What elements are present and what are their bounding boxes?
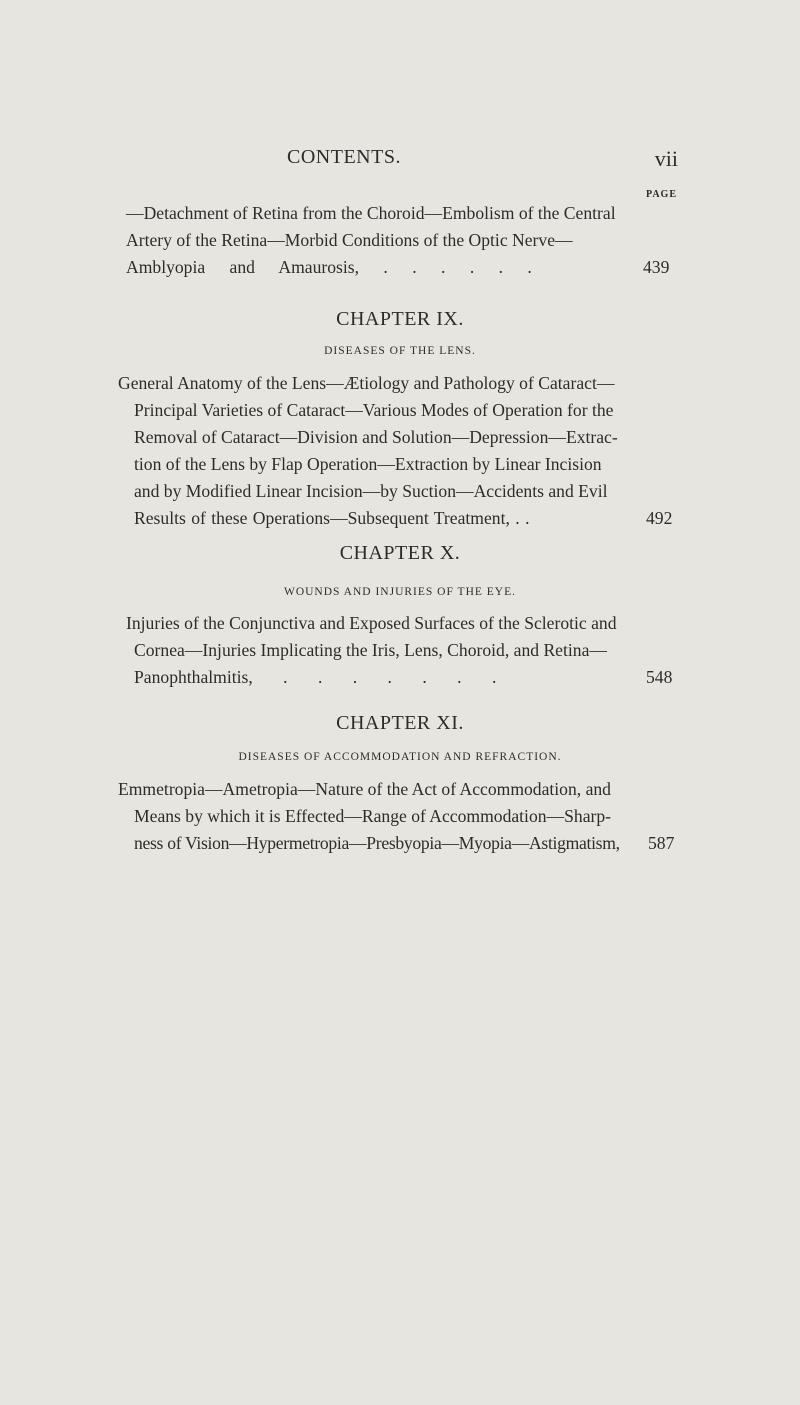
chapter-title: CHAPTER IX. — [336, 308, 464, 330]
entry-line: tion of the Lens by Flap Operation—Extraction by Linear Incision — [134, 454, 602, 474]
chapter-subtitle: DISEASES OF THE LENS. — [324, 345, 476, 357]
page-folio: vii — [654, 146, 678, 171]
entry-line: Removal of Cataract—Division and Solution—Depression—Extrac- — [134, 427, 618, 447]
entry-line: General Anatomy of the Lens—Ætiology and Pathology of Cataract— — [118, 373, 615, 393]
entry-page-number: 439 — [643, 257, 670, 277]
entry-line: Artery of the Retina—Morbid Conditions of the Optic Nerve— — [126, 230, 573, 250]
entry-page-number: 587 — [648, 833, 675, 853]
entry-line: and by Modified Linear Incision—by Suction—Accidents and Evil — [134, 481, 608, 501]
running-head: CONTENTS. — [287, 146, 401, 168]
entry-line: Results of these Operations—Subsequent Treatment, . . — [134, 508, 530, 528]
entry-line: Emmetropia—Ametropia—Nature of the Act of Accommodation, and — [118, 779, 611, 799]
entry-line: Amblyopia and Amaurosis, . . . . . . — [126, 257, 532, 277]
entry-line: Cornea—Injuries Implicating the Iris, Lens, Choroid, and Retina— — [134, 640, 607, 660]
chapter-subtitle: WOUNDS AND INJURIES OF THE EYE. — [283, 586, 517, 598]
chapter-title: CHAPTER X. — [339, 542, 461, 564]
entry-page-number: 492 — [646, 508, 673, 528]
page-column-label: PAGE — [645, 189, 677, 200]
entry-page-number: 548 — [646, 667, 673, 687]
entry-line: Panophthalmitis, . . . . . . . — [134, 667, 497, 687]
entry-line: Means by which it is Effected—Range of Accommodation—Sharp- — [134, 806, 612, 826]
chapter-title: CHAPTER XI. — [336, 712, 464, 734]
entry-line: ness of Vision—Hypermetropia—Presbyopia—Myopia—Astigmatism, — [134, 833, 620, 853]
entry-line: —Detachment of Retina from the Choroid—Embolism of the Central — [126, 203, 616, 223]
entry-line: Principal Varieties of Cataract—Various Modes of Operation for the — [134, 400, 614, 420]
entry-line: Injuries of the Conjunctiva and Exposed Surfaces of the Sclerotic and — [126, 613, 617, 633]
chapter-subtitle: DISEASES OF ACCOMMODATION AND REFRACTION. — [238, 751, 562, 763]
